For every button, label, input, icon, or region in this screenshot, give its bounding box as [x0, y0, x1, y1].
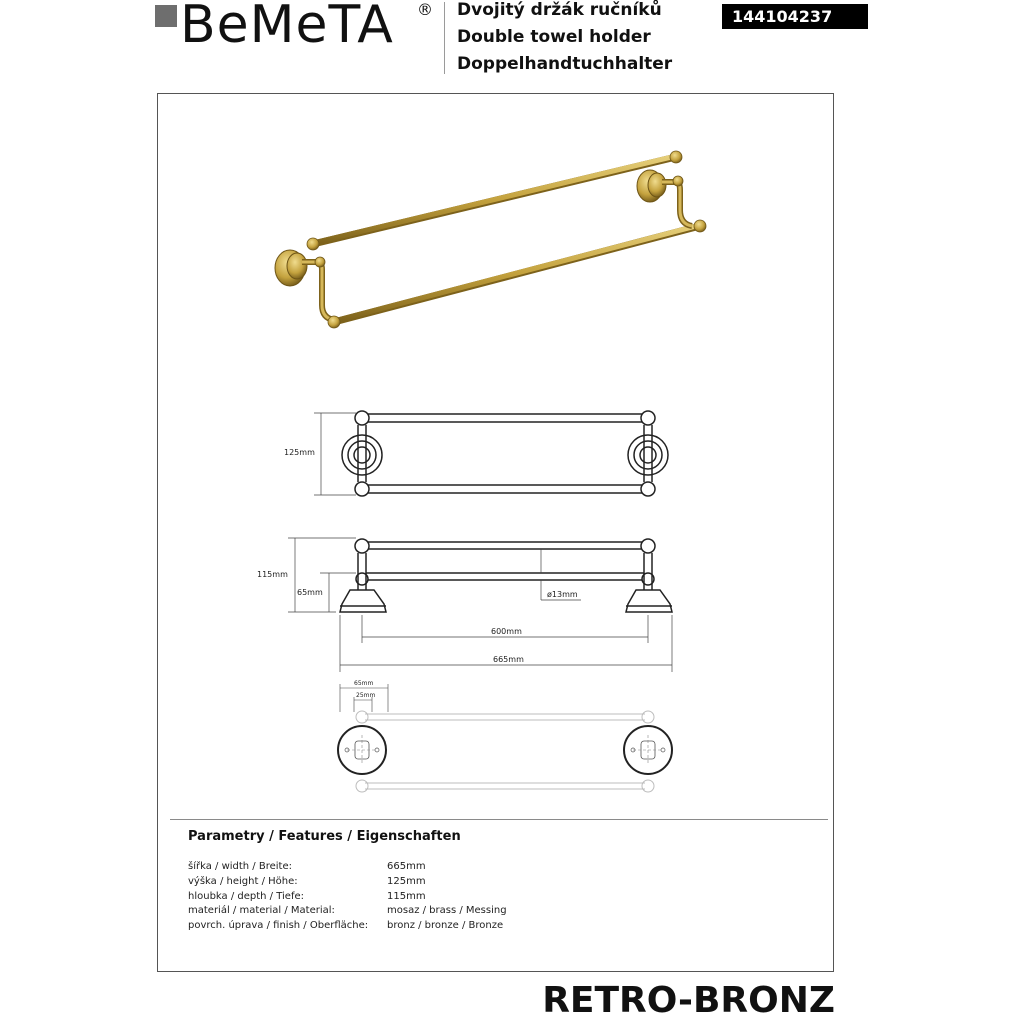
front-height-dimension: [314, 413, 356, 495]
title-de: Doppelhandtuchhalter: [457, 54, 673, 74]
features-divider: [170, 819, 828, 820]
spec-label-width: šířka / width / Breite:: [188, 861, 292, 872]
product-photo: [275, 151, 706, 328]
spec-value-material: mosaz / brass / Messing: [387, 905, 507, 916]
registered-mark: ®: [417, 0, 433, 19]
spec-label-depth: hloubka / depth / Tiefe:: [188, 891, 304, 902]
total-width-label: 665mm: [493, 655, 524, 664]
spec-value-finish: bronz / bronze / Bronze: [387, 920, 504, 931]
title-cs: Dvojitý držák ručníků: [457, 0, 662, 20]
rod-length-label: 600mm: [491, 627, 522, 636]
collection-name: RETRO-BRONZ: [542, 980, 835, 1021]
spec-label-material: materiál / material / Material:: [188, 905, 335, 916]
mount-inner-label: 25mm: [356, 692, 376, 699]
spec-label-finish: povrch. úprava / finish / Oberfläche:: [188, 920, 369, 931]
front-height-label: 125mm: [284, 448, 315, 457]
brand-logo: BeMeTA: [180, 0, 394, 55]
side-offset-label: 65mm: [297, 588, 323, 597]
features-title: Parametry / Features / Eigenschaften: [188, 829, 461, 844]
spec-value-height: 125mm: [387, 876, 426, 887]
front-view-drawing: [342, 411, 668, 496]
mount-outer-label: 65mm: [354, 680, 374, 687]
side-view-drawing: [340, 539, 672, 612]
side-depth-label: 115mm: [257, 570, 288, 579]
rod-diameter-label: ø13mm: [547, 590, 578, 599]
spec-value-depth: 115mm: [387, 891, 426, 902]
spec-label-height: výška / height / Höhe:: [188, 876, 298, 887]
mounting-plan-drawing: [338, 711, 672, 792]
spec-value-width: 665mm: [387, 861, 426, 872]
title-en: Double towel holder: [457, 27, 651, 47]
sku-badge: 144104237: [722, 4, 868, 29]
